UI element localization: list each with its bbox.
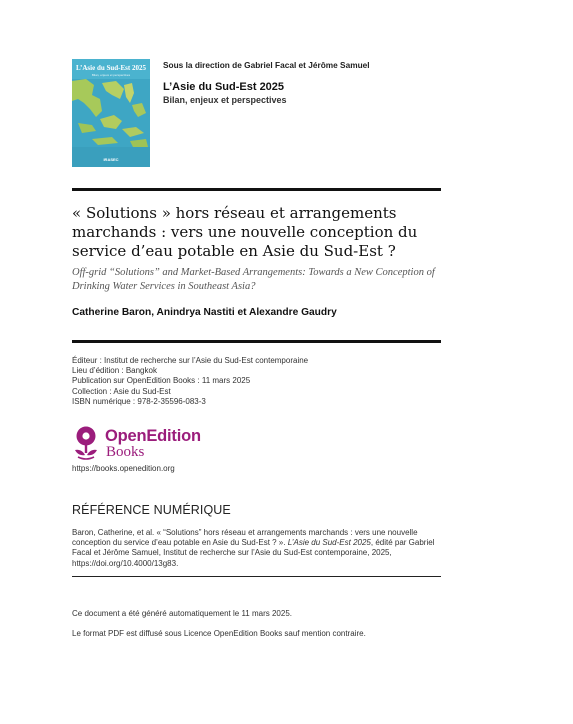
citation-text-start: Baron, Catherine, et al. « “Solutions” hors réseau et arrangements marchands : vers une nouvelle conception du service d’eau potable en Asie du Sud-Est ? ».: [72, 528, 418, 548]
top-divider: [72, 188, 441, 191]
openedition-flower-icon: [72, 425, 102, 463]
reference-citation: [72, 528, 444, 569]
book-editors: Sous la direction de Gabriel Facal et Jérôme Samuel: [163, 60, 370, 70]
cover-publisher-mark: IRASEC: [103, 157, 119, 162]
logo-wordmark-openedition: OpenEdition: [105, 427, 201, 445]
isbn-line: ISBN numérique : 978-2-35596-083-3: [72, 396, 206, 406]
collection-line: Collection : Asie du Sud-Est: [72, 386, 171, 396]
book-cover-image: [72, 59, 150, 167]
license-notice: Le format PDF est diffusé sous Licence OpenEdition Books sauf mention contraire.: [72, 629, 366, 638]
cover-subtitle: Bilan, enjeux et perspectives: [91, 73, 131, 77]
openedition-books-logo[interactable]: [72, 425, 232, 465]
article-authors: Catherine Baron, Anindrya Nastiti et Alexandre Gaudry: [72, 307, 337, 318]
generated-notice: Ce document a été généré automatiquement le 11 mars 2025.: [72, 609, 292, 618]
openedition-url-link[interactable]: https://books.openedition.org: [72, 464, 175, 473]
book-title: L’Asie du Sud-Est 2025: [163, 81, 285, 93]
publication-info: [72, 356, 308, 407]
publisher-line: Éditeur : Institut de recherche sur l’Asie du Sud-Est contemporaine: [72, 356, 309, 365]
book-subtitle: Bilan, enjeux et perspectives: [163, 95, 287, 105]
citation-book-title: L’Asie du Sud-Est 2025: [287, 538, 371, 548]
reference-heading: RÉFÉRENCE NUMÉRIQUE: [72, 503, 231, 517]
cover-title: L’Asie du Sud-Est 2025: [76, 64, 146, 72]
citation-text-end: , édité par Gabriel Facal et Jérôme Samuel, Institut de recherche sur l’Asie du Sud-Est contemporaine, 2025, https://doi.org/10.4000/13g83.: [72, 538, 435, 568]
place-line: Lieu d’édition : Bangkok: [72, 366, 157, 376]
bottom-divider: [72, 576, 441, 577]
article-title: « Solutions » hors réseau et arrangements marchands : vers une nouvelle conception du service d’eau potable en Asie du Sud-Est ?: [72, 204, 418, 260]
middle-divider: [72, 340, 441, 343]
logo-wordmark-books: Books: [106, 444, 145, 460]
publication-date-line: Publication sur OpenEdition Books : 11 mars 2025: [72, 376, 251, 386]
book-metadata: [163, 60, 463, 106]
article-title-english: Off-grid “Solutions” and Market-Based Arrangements: Towards a New Conception of Drinking Water Services in Southeast Asia?: [72, 267, 435, 292]
